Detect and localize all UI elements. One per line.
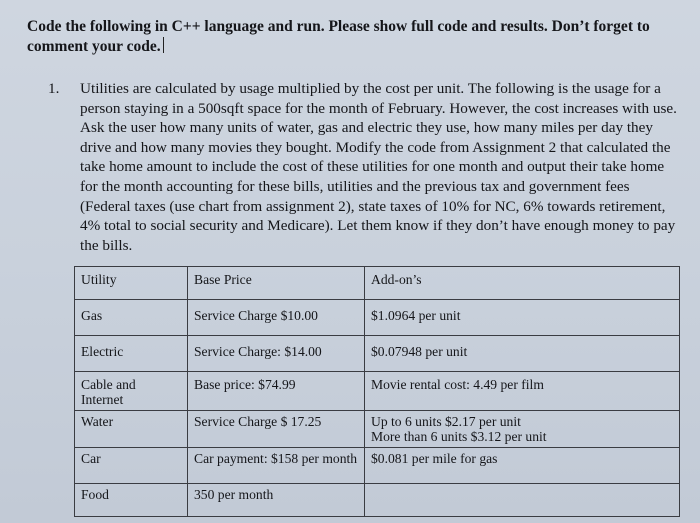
table-row <box>75 300 680 336</box>
addon-line: $0.081 per mile for gas <box>371 451 498 466</box>
heading-text: Code the following in C++ language and run. Please show full code and results. Don’t forget to comment your code. <box>27 18 650 55</box>
cell-addons <box>365 336 680 372</box>
list-item <box>48 79 678 255</box>
addon-line: $0.07948 per unit <box>371 344 468 359</box>
text-cursor <box>163 37 164 53</box>
cell-base-price: Car payment: $158 per month <box>188 448 365 484</box>
addon-line: Up to 6 units $2.17 per unit <box>371 414 521 429</box>
item-text: Utilities are calculated by usage multiplied by the cost per unit. The following is the usage for a person staying in a 500sqft space for the month of February. However, the cost increases with use. Ask the user how many units of water, gas and electric they use, how many miles per day they drive and how many movies they bought. Modify the code from Assignment 2 that calculated the take home amount to include the cost of these utilities for one month and output their take home for the month accounting for these bills, utilities and the previous tax and government fees (Federal taxes (use chart from assignment 2), state taxes of 10% for NC, 6% towards retirement, 4% total to social security and Medicare). Let them know if they don’t have enough money to pay the bills. <box>80 80 677 254</box>
cell-base-price: 350 per month <box>188 484 365 517</box>
header-base-price: Base Price <box>188 267 365 300</box>
item-number: 1. <box>48 80 60 97</box>
cell-addons <box>365 411 680 448</box>
cell-utility: Gas <box>75 300 188 336</box>
addon-line: More than 6 units $3.12 per unit <box>371 429 547 444</box>
cell-addons <box>365 372 680 411</box>
table-row <box>75 484 680 517</box>
table-header-row <box>75 267 680 300</box>
cell-addons <box>365 300 680 336</box>
cell-base-price: Service Charge $10.00 <box>188 300 365 336</box>
cell-base-price: Service Charge: $14.00 <box>188 336 365 372</box>
table-row <box>75 448 680 484</box>
table-row <box>75 336 680 372</box>
header-addons: Add-on’s <box>365 267 680 300</box>
cell-utility: Car <box>75 448 188 484</box>
table-row <box>75 411 680 448</box>
addon-line: $1.0964 per unit <box>371 308 461 323</box>
table-row <box>75 372 680 411</box>
cell-base-price: Base price: $74.99 <box>188 372 365 411</box>
assignment-heading <box>27 17 677 57</box>
cell-addons <box>365 484 680 517</box>
cell-addons <box>365 448 680 484</box>
cell-utility: Water <box>75 411 188 448</box>
utilities-table <box>74 266 680 517</box>
cell-utility: Cable and Internet <box>75 372 188 411</box>
cell-utility: Electric <box>75 336 188 372</box>
header-utility: Utility <box>75 267 188 300</box>
cell-utility: Food <box>75 484 188 517</box>
addon-line: Movie rental cost: 4.49 per film <box>371 377 544 392</box>
cell-base-price: Service Charge $ 17.25 <box>188 411 365 448</box>
